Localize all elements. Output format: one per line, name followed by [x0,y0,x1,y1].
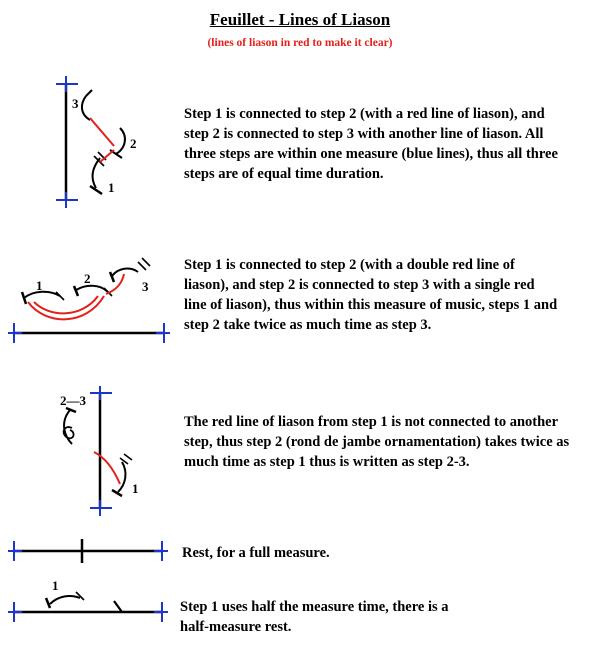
step-description-4: Rest, for a full measure. [182,545,330,561]
step-label-1: 1 [132,481,139,496]
step-label-3: 3 [72,96,79,111]
step-label-2: 2 [130,136,137,151]
step-label-1: 1 [36,278,43,293]
step-description-3: The red line of liason from step 1 is not connected to another step, thus step 2 (rond de jambe ornamentation) takes twice as much time as step 1 thus is written as step 2-3. [184,414,570,470]
step-description-5: Step 1 uses half the measure time, there is a half-measure rest. [180,599,449,635]
step-label-3: 3 [142,279,149,294]
step-description-2: Step 1 is connected to step 2 (with a double red line of liason), and step 2 is connected to step 3 with a single red line of liason), thus within this measure of music, steps 1 and step 2 take twice as much time as step 3. [184,257,558,333]
step-1-heel [46,598,50,608]
step-label-1: 1 [108,180,115,195]
page-title: Feuillet - Lines of Liason [209,10,391,29]
step-label-2: 2 [84,271,91,286]
step-label-2-3: 2—3 [60,393,86,408]
page-subtitle: (lines of liason in red to make it clear) [207,37,393,49]
step-description-1: Step 1 is connected to step 2 (with a red line of liason), and step 2 is connected to step 3 with another line of liason. All three steps are within one measure (blue lines), thus all three steps are of equal time duration. [184,106,558,182]
half-rest-mark [114,601,122,612]
step-label-1: 1 [52,578,59,593]
step-1-tick [76,592,84,600]
step-1-mark [50,596,80,604]
